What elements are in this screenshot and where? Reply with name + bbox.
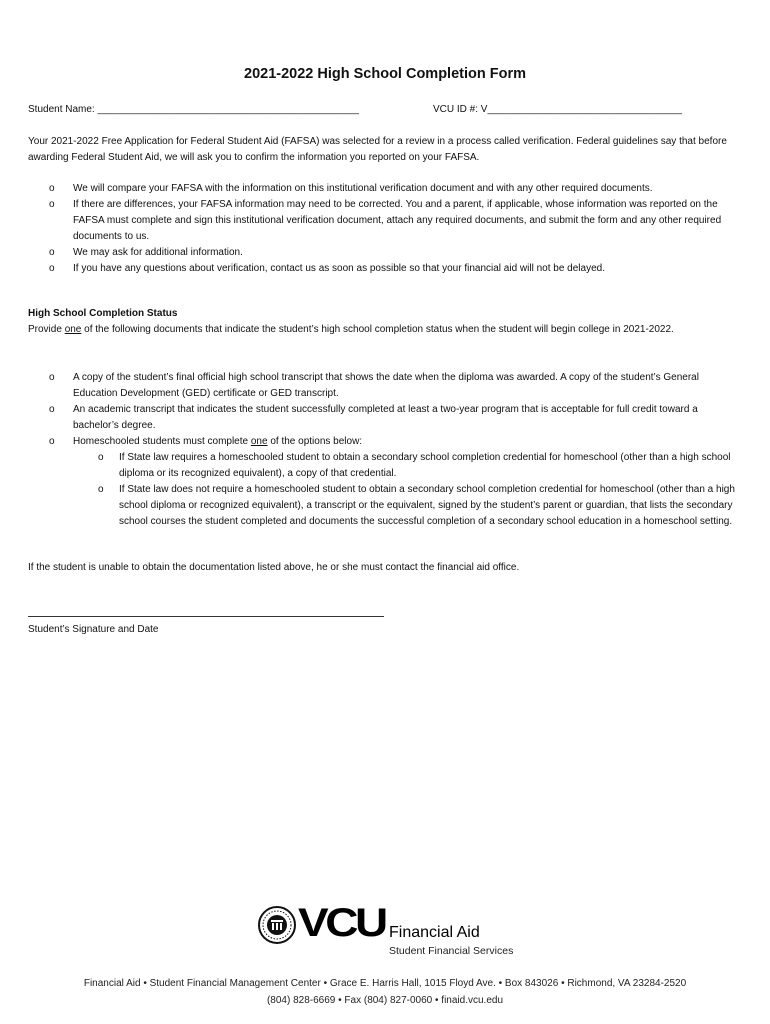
footer-contact: (804) 828-6669 • Fax (804) 827-0060 • finaid.vcu.edu (266, 995, 504, 1006)
page-title: 2021-2022 High School Completion Form (244, 66, 526, 82)
list-item: o If State law does not require a homeschooled student to obtain a secondary school completion credential for homeschool (other than a high school diploma or recognized equivalent), a transcript or the equivalent, signed by the student’s parent or guardian, that lists the secondary school courses the student completed and documents the successful completion of a secondary school education in a homeschool setting. (98, 484, 735, 527)
list-item: o If there are differences, your FAFSA information may need to be corrected. You and a parent, if applicable, whose information was reported on the FAFSA must complete and sign this institutional verification document, attach any required documents, and submit the form and any other required documents to us. (49, 199, 722, 242)
financial-aid-label: Financial Aid (389, 924, 480, 941)
list-item: o If you have any questions about verification, contact us as soon as possible so that your financial aid will not be delayed. (28, 261, 743, 277)
bullet-icon: o (49, 436, 55, 447)
vcu-financial-aid-logo (258, 901, 528, 960)
vcu-wordmark: VCU (298, 901, 385, 945)
signature-label: Student’s Signature and Date (28, 624, 159, 635)
bullet-icon: o (49, 372, 55, 383)
list-item: o If State law requires a homeschooled student to obtain a secondary school completion credential for homeschool (other than a high school diploma or its recognized equivalent), a copy of that credential. (98, 452, 731, 479)
list-item: o We may ask for additional information. (28, 245, 743, 261)
student-financial-services-label: Student Financial Services (389, 945, 514, 957)
bullet-icon: o (98, 484, 104, 495)
section-heading: High School Completion Status (28, 308, 178, 319)
verification-list (28, 181, 743, 277)
bullet-icon: o (49, 183, 55, 194)
signature-line[interactable] (28, 606, 384, 617)
list-item: o A copy of the student’s final official high school transcript that shows the date when the diploma was awarded. A copy of the student’s General Education Development (GED) certificate or GED transcript. (49, 372, 699, 399)
provide-paragraph: Provide one of the following documents that indicate the student’s high school completion status when the student will begin college in 2021-2022. (28, 324, 674, 335)
list-item: o An academic transcript that indicates the student successfully completed at least a two-year program that is acceptable for full credit toward a bachelor’s degree. (49, 404, 698, 431)
bullet-icon: o (98, 452, 104, 463)
vcu-id-field[interactable]: VCU ID #: V___________________________________ (433, 104, 683, 115)
intro-paragraph: Your 2021-2022 Free Application for Federal Student Aid (FAFSA) was selected for a review in a process called verification. Federal guidelines say that before awarding Federal Student Aid, we will ask you to confirm the information you reported on your FAFSA. (28, 136, 727, 163)
footer-address: Financial Aid • Student Financial Management Center • Grace E. Harris Hall, 1015 Floyd Ave. • Box 843026 • Richmond, VA 23284-2520 (83, 978, 687, 989)
completion-documents-list (28, 370, 743, 530)
bullet-icon: o (49, 263, 55, 274)
unable-paragraph: If the student is unable to obtain the documentation listed above, he or she must contact the financial aid office. (28, 562, 520, 573)
page-footer (0, 975, 770, 1009)
list-item: o We will compare your FAFSA with the information on this institutional verification document and with any other required documents. (28, 181, 743, 197)
bullet-icon: o (49, 199, 55, 210)
list-item: o Homeschooled students must complete one of the options below: o If State law requires a homeschooled student to obtain a secondary school completion credential for homeschool (other than a high school diploma or its recognized equivalent), a copy of that credential. o If State law does not require a homeschooled student to obtain a secondary school completion credential for homeschool (other than a high school diploma or recognized equivalent), a transcript or the equivalent, signed by the student’s parent or guardian, that lists the secondary school courses the student completed and documents the successful completion of a secondary school education in a homeschool setting. (28, 434, 743, 530)
bullet-icon: o (49, 404, 55, 415)
student-name-field[interactable]: Student Name: _______________________________________________ (28, 104, 359, 115)
bullet-icon: o (49, 247, 55, 258)
